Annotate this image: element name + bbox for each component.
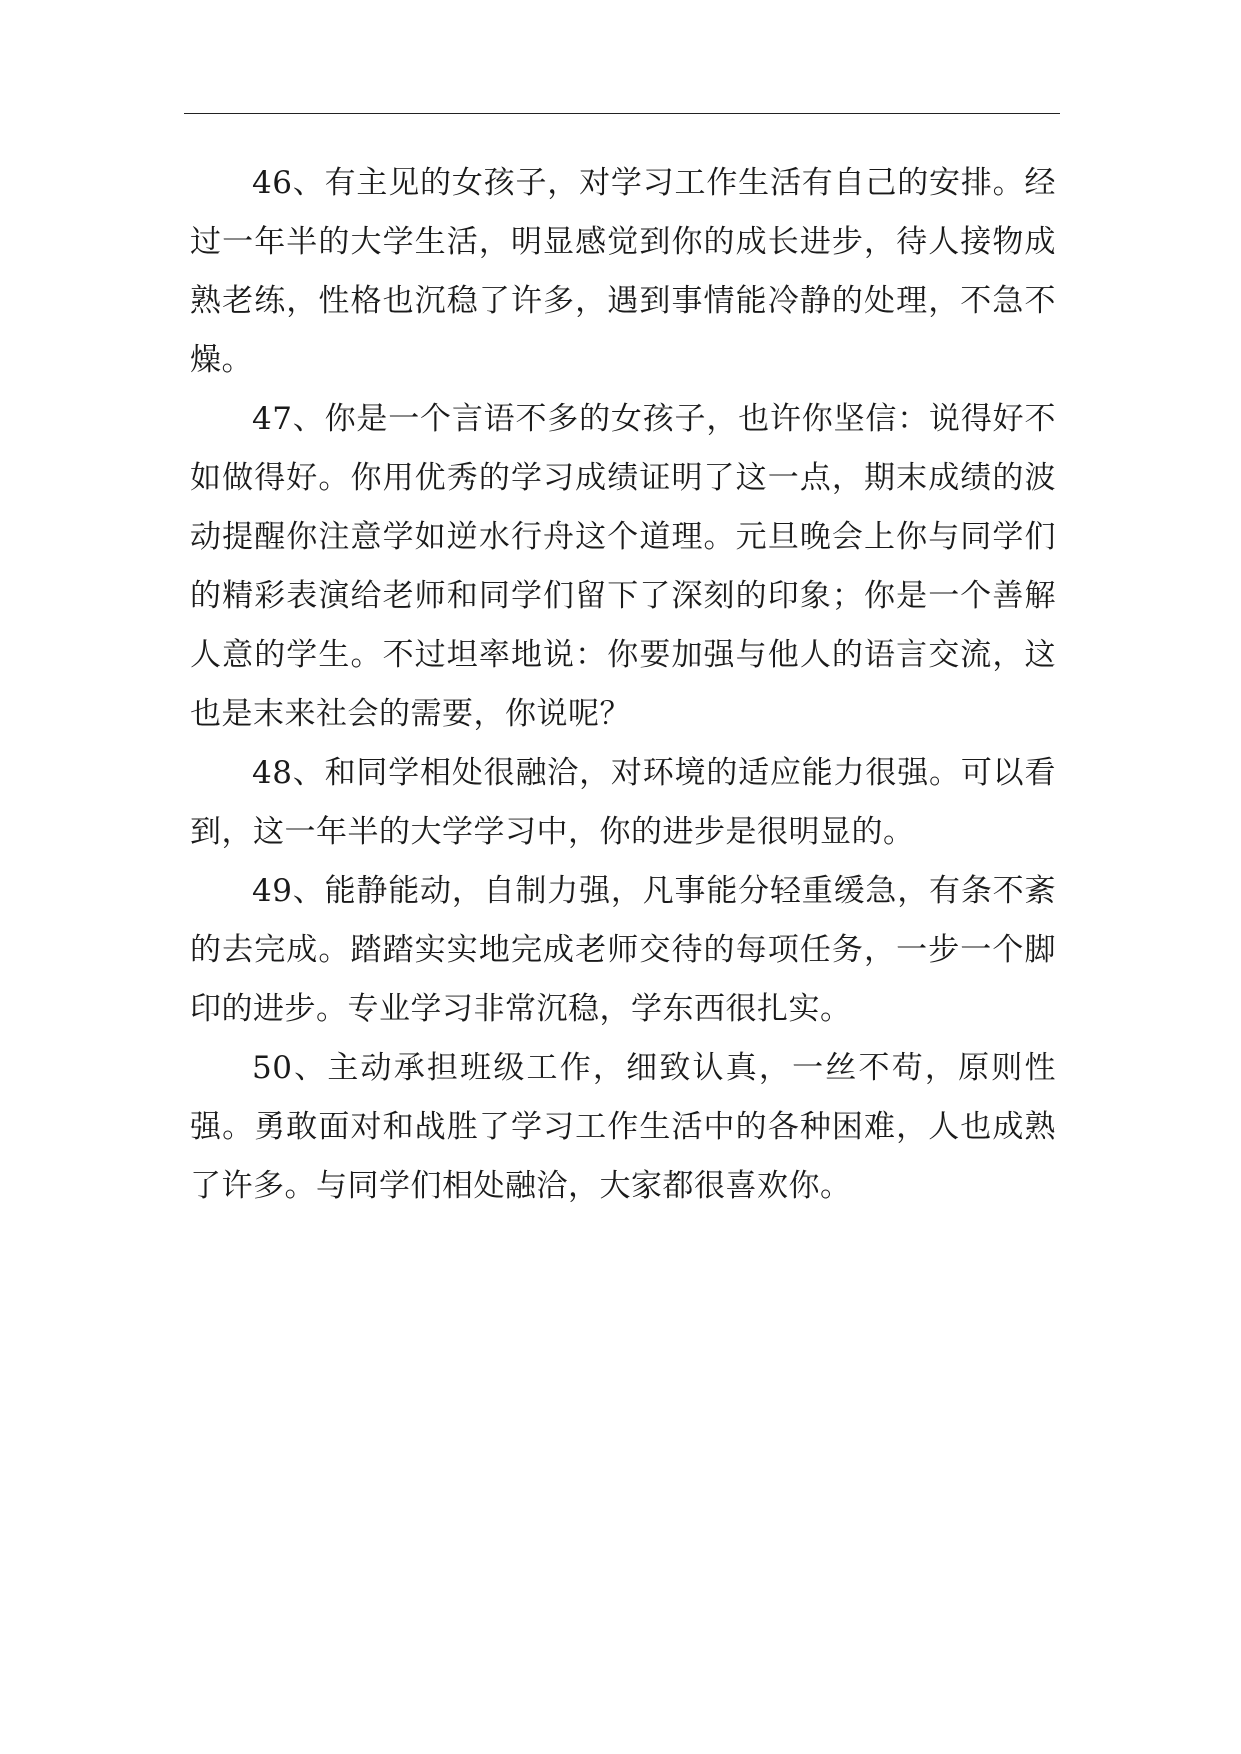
document-body [190, 154, 1056, 1216]
paragraph-46: 46、有主见的女孩子，对学习工作生活有自己的安排。经过一年半的大学生活，明显感觉到你的成长进步，待人接物成熟老练，性格也沉稳了许多，遇到事情能冷静的处理，不急不燥。 [190, 165, 1056, 378]
paragraph-50: 50、主动承担班级工作，细致认真，一丝不苟，原则性强。勇敢面对和战胜了学习工作生活中的各种困难，人也成熟了许多。与同学们相处融洽，大家都很喜欢你。 [190, 1050, 1056, 1204]
paragraph-49: 49、能静能动，自制力强，凡事能分轻重缓急，有条不紊的去完成。踏踏实实地完成老师交待的每项任务，一步一个脚印的进步。专业学习非常沉稳，学东西很扎实。 [190, 873, 1056, 1027]
paragraph-47: 47、你是一个言语不多的女孩子，也许你坚信：说得好不如做得好。你用优秀的学习成绩证明了这一点，期末成绩的波动提醒你注意学如逆水行舟这个道理。元旦晚会上你与同学们的精彩表演给老师和同学们留下了深刻的印象；你是一个善解人意的学生。不过坦率地说：你要加强与他人的语言交流，这也是末来社会的需要，你说呢？ [190, 401, 1056, 732]
header-rule [184, 113, 1060, 114]
paragraph-48: 48、和同学相处很融洽，对环境的适应能力很强。可以看到，这一年半的大学学习中，你的进步是很明显的。 [190, 755, 1056, 850]
